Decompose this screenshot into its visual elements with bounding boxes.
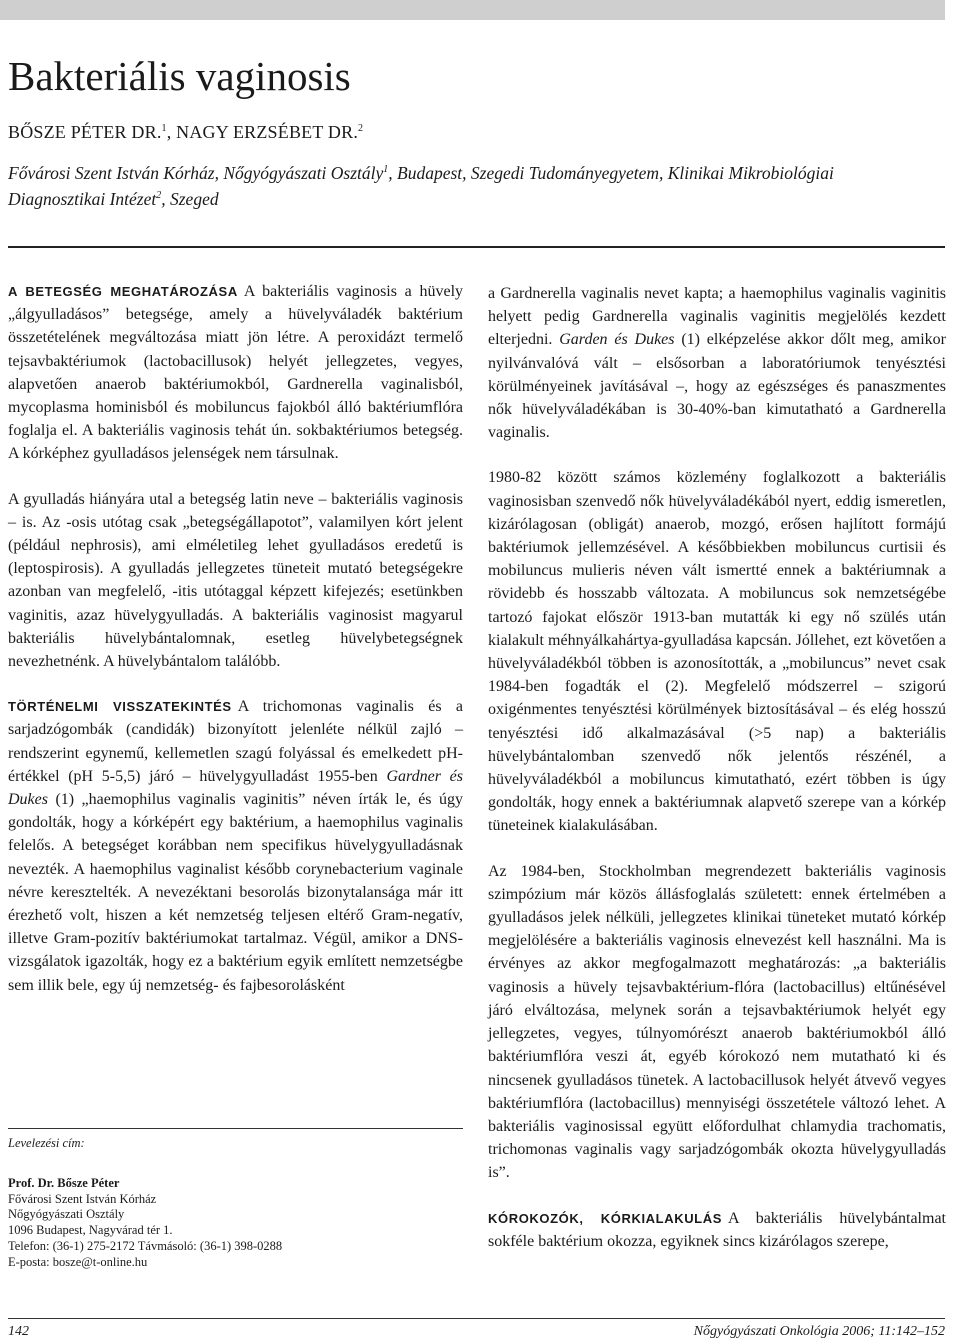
authors [8, 122, 363, 143]
affil-sup-1: 1 [383, 164, 389, 176]
right-column [488, 282, 946, 1275]
gardnerella-ref-italic: Garden és Dukes [559, 331, 675, 349]
author-1: BŐSZE PÉTER DR. [8, 122, 162, 142]
paragraph-stockholm: Az 1984-ben, Stockholmban megrendezett bakteriális vaginosis szimpózium már közös állásfoglalás született: ennek értelmében a gyulladásos jelek nélküli, jellegzetes klinikai tüneteket mutató kórkép megjelölésére a bakteriális vaginosis elnevezést kell használni. Ma is érvényes az akkor megfogalmazott meghatározás: „a bakteriális vaginosis a hüvely tejsavbaktérium-flóra (lactobacillus) eltűnésével járó elváltozása, melynek során a tejsavbaktériumok helyét egy jellegzetes, vegyes, túlnyomórészt anaerob baktériumokból álló baktériumflóra veszi át, egyéb kórokozó nem mutatható ki és nincsenek gyulladásos tünetek. A lactobacillusok helyét átvevő vegyes baktériumflóra (lactobacillus) mennyiségi összetétele változó lehet. A bakteriális vaginosissal együtt előfordulhat chlamydia trachomatis, trichomonas vaginalis vagy sarjadzógombák okozta hüvelygyulladás is”. [488, 862, 946, 1182]
affil-part-b: , Budapest, Szegedi Tudományegyetem, Klinikai Mikrobiológiai Diagnosztikai Intézet [8, 163, 834, 209]
author-2: , NAGY ERZSÉBET DR. [166, 122, 359, 142]
definition-text: A bakteriális vaginosis a hüvely „álgyulladásos” betegsége, amely a hüvelyváladék baktérium összetételének megváltozása miatt jön létre. A peroxidázt termelő tejsavbaktériumok (lactobacillusok) helyét jellegzetes, vegyes, alapvetően anaerob baktériumokból, Gardnerella vaginalisból, mycoplasma hominisból és mobiluncus fajokból álló baktériumflóra foglalja el. A bakteriális vaginosis tehát ún. sokbaktériumos betegség. A kórképhez gyulladásos jelenségek nem társulnak. [8, 283, 464, 463]
correspondence-email: E-posta: bosze@t-online.hu [8, 1254, 148, 1269]
author-2-sup: 2 [358, 123, 364, 134]
article-title: Bakteriális vaginosis [8, 53, 351, 99]
author-1-sup: 1 [161, 123, 167, 134]
heading-history: TÖRTÉNELMI VISSZATEKINTÉS [8, 699, 232, 715]
top-bar [0, 0, 945, 20]
correspondence-phone: Telefon: (36-1) 275-2172 Távmásoló: (36-1) 398-0288 [8, 1238, 283, 1253]
page-number: 142 [8, 1324, 29, 1339]
paragraph-mobiluncus: 1980-82 között számos közlemény foglalkozott a bakteriális vaginosisban szenvedő nők hüvelyváladékából nyert, eddig ismeretlen, kizárólagosan (obligát) anaerob, mozgó, erősen hajlított formájú baktériumok jellemzésével. A későbbiekben mobiluncus curtisii és mobiluncus mulieris néven vált ismertté ennek a baktériumnak a rövidebb és hosszabb változata. A mobiluncus sok nemzetségébe tartozó fajokat először 1913-ban mutatták ki egy nő szülés után kialakult méhnyálkahártya-gyulladása kapcsán. Jóllehet, ezt követően a hüvelyváladékból többen is azonosították, a „mobiluncus” nevet csak 1984-ben fogadták el (2). Megfelelő módszerrel – szigorú oxigénmentes tenyésztési körülmények biztosításával – és elég hosszú tenyésztési idő alkalmazásával (>5 nap) a bakteriális hüvelybántalomban szenvedő nők jelentős részénél, a hüvelyváladékból a mobiluncus kimutatható, ezért többen is úgy gondolták, hogy ennek a baktériumnak alapvető szerepe van a kórkép tüneteinek kialakulásában. [488, 469, 946, 835]
correspondence-line: Fővárosi Szent István Kórház [8, 1191, 157, 1206]
paragraph-latin-name: A gyulladás hiányára utal a betegség latin neve – bakteriális vaginosis – is. Az -osis utótag csak „betegségállapotot”, valamilyen kórt jelent (például nephrosis), ami elméletileg lehet gyulladásos eredetű is (leptospirosis). A gyulladás jellegzetes tüneteit mutató betegségekre azonban van megfelelő, -itis utótaggal képzett kifejezés; esetünkben vaginitis, azaz hüvelygyulladás. A bakteriális vaginosist magyarul bakteriális hüvelybántalomnak, esetleg hüvelybetegségnek nevezhetnénk. A hüvelybántalom találóbb. [8, 490, 463, 671]
header-rule [8, 246, 945, 248]
history-ref-italic: Gardner és Dukes [8, 767, 463, 809]
heading-pathogens: KÓROKOZÓK, KÓRKIALAKULÁS [488, 1210, 722, 1226]
affiliations [8, 160, 928, 212]
paragraph-gardnerella [488, 282, 946, 444]
section-pathogens [488, 1207, 946, 1253]
section-definition [8, 280, 463, 466]
correspondence-rule [8, 1128, 463, 1129]
correspondence-line: 1096 Budapest, Nagyvárad tér 1. [8, 1223, 173, 1238]
journal-citation: Nőgyógyászati Onkológia 2006; 11:142–152 [693, 1324, 945, 1339]
section-history [8, 695, 463, 997]
history-text-b: (1) „haemophilus vaginalis vaginitis” néven írták le, és úgy gondolták, hogy a kórképért egy baktérium, a haemophilus vaginalis felelős. A betegséget korábban nem specifikus hüvelygyulladásnak nevezték. A haemophilus vaginalist később corynebacterium vaginale névre keresztelték. A nevezéktani besorolás bizonytalansága már itt érezhető volt, hiszen a két nemzetség teljesen eltérő Gram-negatív, illetve Gram-pozitív baktériumokat tartalmaz. Végül, amikor a DNS-vizsgálatok igazolták, hogy ez a baktérium egyik említett nemzetségbe sem illik bele, egy új nemzetség- és fajbesorolásként [8, 791, 463, 994]
pathogens-text: A bakteriális hüvelybántalmat sokféle baktérium okozza, egyiknek sincs kizárólagos szerepe, [488, 1209, 946, 1250]
heading-definition: A BETEGSÉG MEGHATÁROZÁSA [8, 284, 238, 299]
correspondence-box [8, 1136, 463, 1271]
affil-part-c: , Szeged [161, 189, 219, 209]
gardnerella-text-a: a Gardnerella vaginalis nevet kapta; a haemophilus vaginalis vaginitis helyett pedig Gardnerella vaginalis vaginitis megjelölés kezdett elterjedni. [488, 285, 946, 349]
history-text-a: A trichomonas vaginalis és a sarjadzógombák (candidák) bizonyított jelenléte nélkül zajló – rendszerint egynemű, kellemetlen szagú folyással és emelkedett pH-értékkel (pH 5-5,5) járó – hüvelygyulladást 1955-ben [8, 698, 463, 785]
affil-sup-2: 2 [156, 190, 162, 202]
correspondence-label: Levelezési cím: [8, 1136, 85, 1150]
left-column [8, 280, 463, 1019]
affil-part-a: Fővárosi Szent István Kórház, Nőgyógyászati Osztály [8, 163, 384, 183]
footer-rule [8, 1318, 945, 1319]
correspondence-line: Nőgyógyászati Osztály [8, 1207, 125, 1222]
correspondence-name: Prof. Dr. Bősze Péter [8, 1175, 120, 1190]
gardnerella-text-b: (1) elképzelése akkor dőlt meg, amikor nyilvánvalóvá vált – elsősorban a laboratóriumok tenyésztési körülményeinek javításával –, hogy az egészséges és panaszmentes nők hüvelyváladékában is 30-40%-ban kimutatható a Gardnerella vaginalis. [488, 331, 946, 442]
